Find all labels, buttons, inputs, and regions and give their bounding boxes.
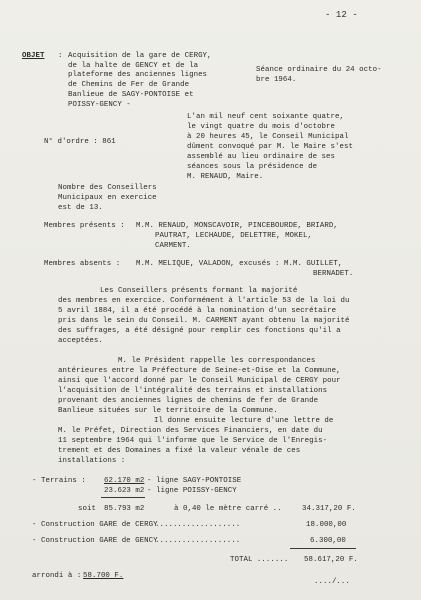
paragraph2-line-6: Banlieue situées sur le territoire de la Commune.: [58, 407, 278, 415]
absents-line-1: M.M. MELIQUE, VALADON, excusés : M.M. GUILLET,: [136, 260, 343, 268]
terrains-total: 34.317,20 F.: [302, 505, 356, 513]
terrains-label: - Terrains :: [32, 477, 86, 485]
presents-label: Membres présents :: [44, 222, 125, 230]
preambule-line-2: le vingt quatre du mois d'octobre: [187, 123, 336, 131]
conseillers-line-1: Nombre des Conseillers: [58, 184, 157, 192]
absents-label: Membres absents :: [44, 260, 121, 268]
page-number: - 12 -: [325, 10, 358, 20]
preambule-line-5: assemblé au lieu ordinaire de ses: [187, 153, 336, 161]
conseillers-line-3: est de 13.: [58, 204, 103, 212]
cergy-construction-label: - Construction GARE de CERGY: [32, 521, 158, 529]
cergy-construction-value: 18.000,00: [306, 521, 347, 529]
preambule-line-4: dûment convoqué par M. le Maire s'est: [187, 143, 353, 151]
gency-leader-dots: ...................: [155, 537, 241, 545]
paragraph3-line-3: 11 septembre 1964 qui l'informe que le Service de l'Enregis-: [58, 437, 328, 445]
rate-text: à 0,40 le mètre carré ..: [174, 505, 282, 513]
ordre-number: N° d'ordre : 861: [44, 138, 116, 146]
soit-label: soit: [78, 505, 96, 513]
cergy-leader-dots: ...................: [155, 521, 241, 529]
presents-line-3: CARMENT.: [155, 242, 191, 250]
objet-line-3: plateforme des anciennes lignes: [68, 71, 208, 79]
paragraph3-line-2: M. le Préfet, Direction des Services Financiers, en date du: [58, 427, 323, 435]
objet-label: OBJET: [22, 52, 45, 60]
gency-construction-value: 6.300,00: [310, 537, 346, 545]
paragraph2-line-2: antérieures entre la Préfecture de Seine-et-Oise et la Commune,: [58, 367, 341, 375]
paragraph1-line-2: des membres en exercice. Conformément à l'article 53 de la loi du: [58, 297, 350, 305]
total-label: TOTAL .......: [230, 556, 289, 564]
paragraph2-line-4: l'acquisition de l'intégralité des terrains et installations: [58, 387, 328, 395]
objet-line-1: Acquisition de la gare de CERGY,: [68, 52, 212, 60]
gency-construction-label: - Construction GARE de GENCY: [32, 537, 158, 545]
paragraph1-line-3: 5 avril 1884, il a été procédé à la nomination d'un secrétaire: [58, 307, 337, 315]
preambule-line-3: à 20 heures 45, le Conseil Municipal: [187, 133, 349, 141]
presents-line-1: M.M. RENAUD, MONSCAVOIR, PINCEBOURDE, BRIARD,: [136, 222, 338, 230]
paragraph1-line-5: des suffrages, a été désigné pour remplir ces fonctions qu'il a: [58, 327, 341, 335]
soit-area: 85.793 m2: [104, 505, 145, 513]
terrain-2-area: 23.623 m2: [104, 487, 145, 495]
preambule-line-7: M. RENAUD, Maire.: [187, 173, 264, 181]
terrain-1-line: - ligne SAGY-PONTOISE: [147, 477, 242, 485]
paragraph2-line-1: M. le Président rappelle les correspondances: [118, 357, 316, 365]
terrain-2-line: - ligne POISSY-GENCY: [147, 487, 237, 495]
objet-colon: :: [58, 52, 63, 60]
paragraph3-line-5: installations :: [58, 457, 126, 465]
paragraph1-line-6: acceptées.: [58, 337, 103, 345]
paragraph3-line-4: trement et des Domaines a fixé la valeur vénale de ces: [58, 447, 301, 455]
preambule-line-1: L'an mil neuf cent soixante quatre,: [187, 113, 344, 121]
presents-line-2: PAUTRAT, LECHAUDE, DELETTRE, MOKEL,: [155, 232, 312, 240]
seance-line-1: Séance ordinaire du 24 octo-: [256, 66, 382, 74]
paragraph1-line-4: pris dans le sein du Conseil. M. CARMENT ayant obtenu la majorité: [58, 317, 350, 325]
paragraph1-line-1: Les Conseillers présents formant la majorité: [100, 287, 298, 295]
objet-line-4: de Chemins de Fer de Grande: [68, 81, 190, 89]
arrondi-label: arrondi à :: [32, 572, 82, 580]
preambule-line-6: séances sous la présidence de: [187, 163, 318, 171]
objet-line-5: Banlieue de SAGY-PONTOISE et: [68, 91, 194, 99]
total-rule: [290, 548, 356, 549]
paragraph2-line-3: ainsi que l'accord donné par le Conseil Municipal de CERGY pour: [58, 377, 341, 385]
objet-line-2: de la halte de GENCY et de la: [68, 62, 199, 70]
absents-line-2: BERNADET.: [313, 270, 354, 278]
total-value: 58.617,20 F.: [304, 556, 358, 564]
objet-line-6: POISSY-GENCY -: [68, 101, 131, 109]
subtotal-rule: [101, 497, 145, 498]
continuation-mark: ..../...: [314, 578, 350, 586]
conseillers-line-2: Municipaux en exercice: [58, 194, 157, 202]
terrain-1-area: 62.170 m2: [104, 477, 145, 485]
paragraph2-line-5: provenant des anciennes lignes de chemins de fer de Grande: [58, 397, 319, 405]
arrondi-value: 58.700 F.: [83, 572, 124, 580]
seance-line-2: bre 1964.: [256, 76, 297, 84]
paragraph3-line-1: Il donne ensuite lecture d'une lettre de: [154, 417, 334, 425]
